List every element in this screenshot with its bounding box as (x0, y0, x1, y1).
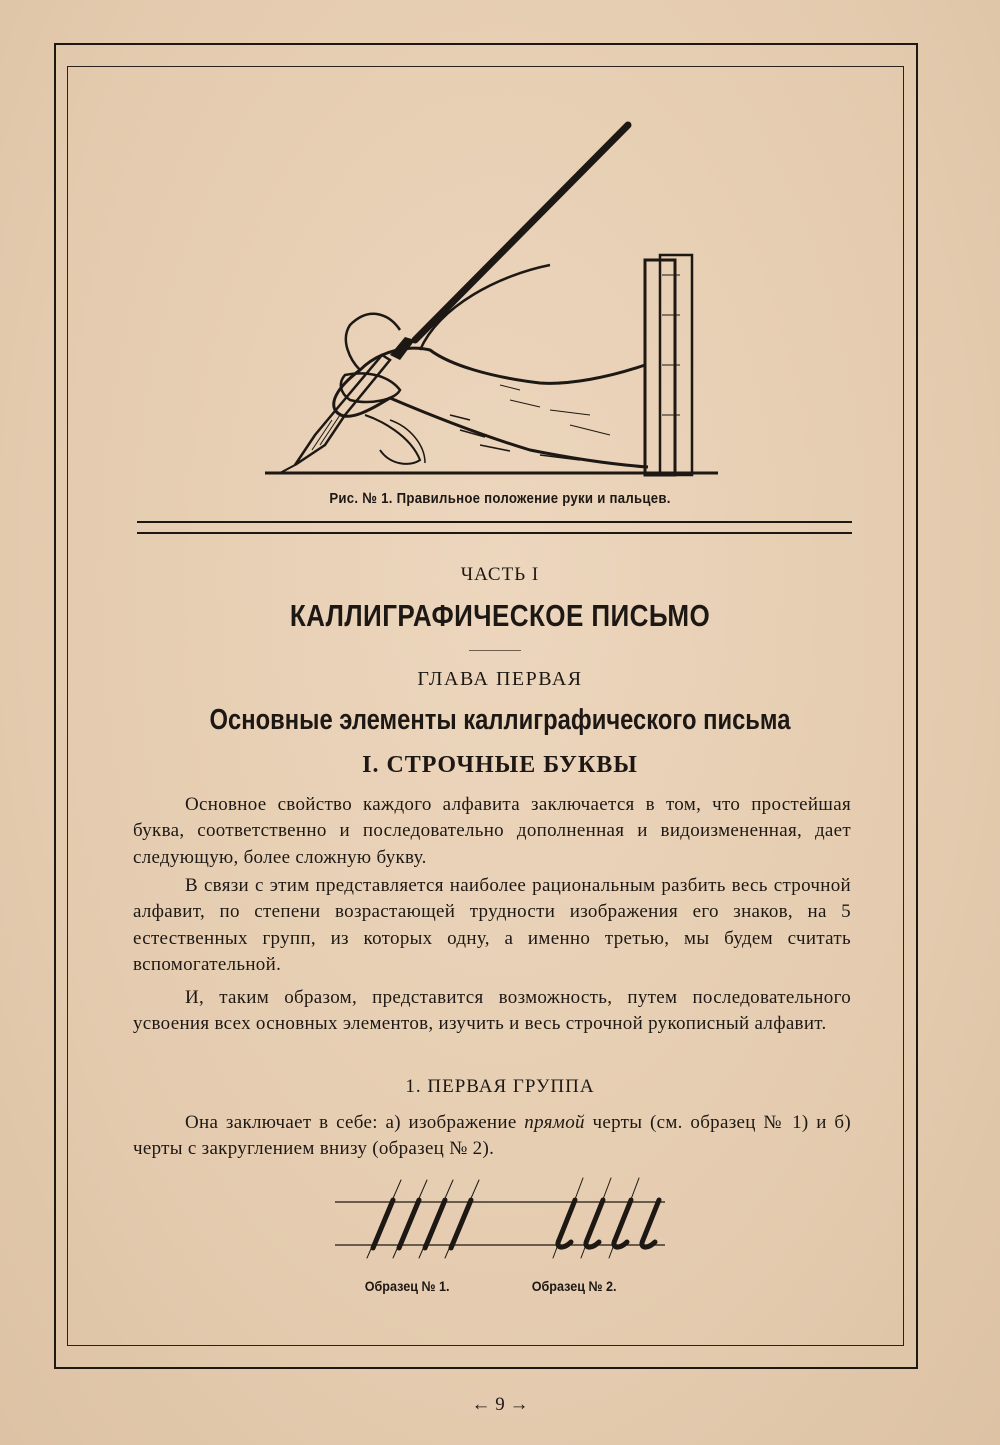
section-dash (469, 650, 521, 651)
figure-caption: Рис. № 1. Правильное положение руки и пальцев. (329, 490, 671, 507)
paragraph-2: В связи с этим представляется наиболее рациональным разбить весь строчной алфавит, по степени возрастающей трудности изображения его знаков, на 5 естественных групп, из которых одну, а именно третью, мы будем считать вспомогательной. (133, 875, 851, 975)
page-number: ← 9 → (471, 1394, 529, 1415)
paragraph-3: И, таким образом, представится возможность, путем последовательного усвоения всех основных элементов, изучить и весь строчной рукописный алфавит. (133, 987, 851, 1035)
hand-holding-pen-illustration (250, 115, 730, 485)
sample-2-rounded-strokes (553, 1178, 659, 1258)
sample-1-straight-strokes (367, 1180, 479, 1258)
group-text-before: Она заключает в себе: а) изображение (185, 1112, 525, 1133)
part-label: ЧАСТЬ I (460, 564, 540, 585)
sample-2-label: Образец № 2. (531, 1278, 617, 1294)
chapter-label: ГЛАВА ПЕРВАЯ (417, 668, 583, 690)
part-title: КАЛЛИГРАФИЧЕСКОЕ ПИСЬМО (289, 598, 711, 633)
handwriting-samples (335, 1170, 675, 1265)
sample-1-label: Образец № 1. (364, 1278, 450, 1294)
paragraph-group (133, 1110, 851, 1163)
paragraph-1: Основное свойство каждого алфавита заключается в том, что простейшая буква, соответственно и последовательно дополненная и видоизмененная, дает следующую, более сложную букву. (133, 794, 851, 868)
group-text-after: черты (см. образец № 1) и б) черты с закруглением внизу (образец № 2). (133, 1112, 851, 1160)
group-title: 1. ПЕРВАЯ ГРУППА (405, 1076, 595, 1097)
divider-rule-top (137, 521, 852, 523)
divider-rule-bottom (137, 532, 852, 534)
section-title: I. СТРОЧНЫЕ БУКВЫ (362, 752, 638, 778)
chapter-title: Основные элементы каллиграфического письма (209, 704, 791, 736)
group-text-emphasis: прямой (524, 1112, 585, 1133)
